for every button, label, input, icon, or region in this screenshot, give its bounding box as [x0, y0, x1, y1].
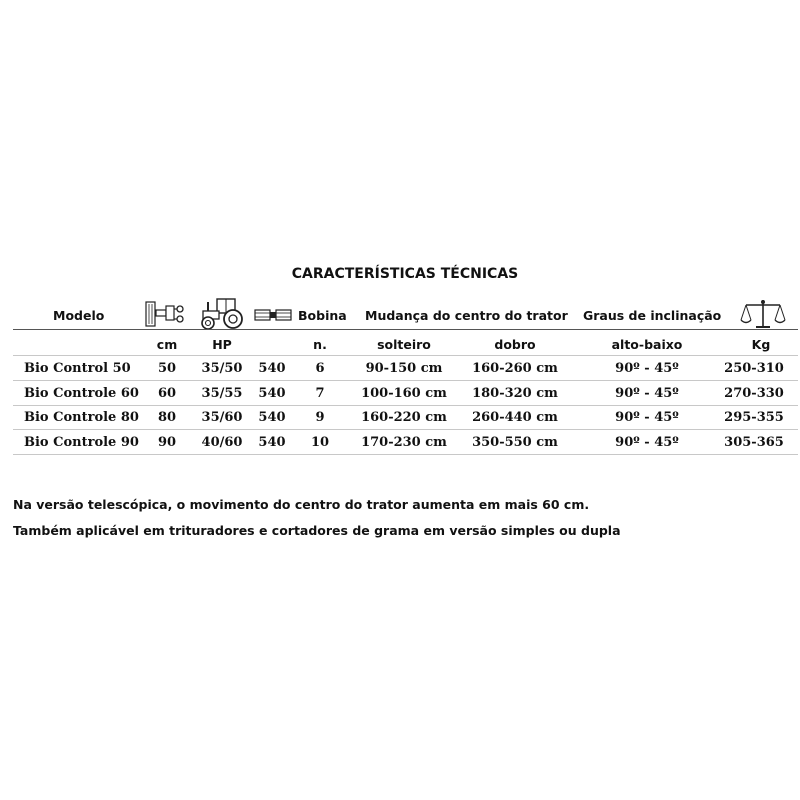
cell-bobina: 7 [315, 385, 325, 401]
cell-cm: 80 [157, 410, 177, 425]
cell-bobina: 6 [315, 361, 325, 376]
cell-hp: 35/60 [201, 410, 243, 425]
cell-kg: 250-310 [724, 361, 784, 376]
cell-graus: 90º - 45º [615, 434, 679, 450]
header-divider [13, 329, 798, 330]
row-divider [13, 380, 798, 381]
cell-solteiro: 160-220 cm [361, 410, 447, 425]
cell-solteiro: 100-160 cm [361, 385, 447, 401]
header-graus: Graus de inclinação [583, 308, 722, 323]
header-solteiro: solteiro [377, 337, 431, 352]
tractor-icon [199, 296, 245, 330]
row-divider [13, 405, 798, 406]
table-title: CARACTERÍSTICAS TÉCNICAS [291, 266, 519, 282]
header-cm: cm [156, 337, 178, 352]
tractor-hitch-icon [144, 300, 192, 328]
note-applicability: Também aplicável em trituradores e cortadores de grama em versão simples ou dupla [13, 523, 621, 538]
header-modelo: Modelo [53, 308, 105, 323]
header-hp: HP [212, 337, 232, 352]
cell-dobro: 260-440 cm [472, 410, 558, 425]
cell-cm: 60 [157, 385, 177, 401]
cell-graus: 90º - 45º [615, 361, 679, 376]
cell-solteiro: 170-230 cm [361, 434, 447, 450]
scale-icon [740, 298, 786, 330]
row-divider [13, 429, 798, 430]
cell-pto: 540 [258, 361, 286, 376]
note-telescopic: Na versão telescópica, o movimento do centro do trator aumenta em mais 60 cm. [13, 497, 590, 512]
cell-solteiro: 90-150 cm [365, 361, 443, 376]
cell-dobro: 160-260 cm [472, 361, 558, 376]
cell-hp: 35/55 [201, 385, 243, 401]
cell-modelo: Bio Controle 80 [24, 410, 139, 425]
row-divider [13, 355, 798, 356]
cell-bobina: 10 [310, 434, 330, 450]
cell-dobro: 350-550 cm [472, 434, 558, 450]
header-dobro: dobro [494, 337, 536, 352]
cell-modelo: Bio Control 50 [24, 361, 131, 376]
cell-kg: 270-330 [724, 385, 784, 401]
pto-shaft-icon [254, 308, 292, 322]
cell-pto: 540 [258, 410, 286, 425]
cell-cm: 90 [157, 434, 177, 450]
row-divider [13, 454, 798, 455]
cell-dobro: 180-320 cm [472, 385, 558, 401]
cell-kg: 295-355 [724, 410, 784, 425]
header-n: n. [313, 337, 327, 352]
cell-kg: 305-365 [724, 434, 784, 450]
cell-hp: 40/60 [201, 434, 243, 450]
cell-bobina: 9 [315, 410, 325, 425]
cell-modelo: Bio Controle 60 [24, 385, 139, 401]
cell-modelo: Bio Controle 90 [24, 434, 139, 450]
cell-cm: 50 [157, 361, 177, 376]
header-alto-baixo: alto-baixo [611, 337, 683, 352]
cell-pto: 540 [258, 385, 286, 401]
header-kg: Kg [751, 337, 771, 352]
header-mudanca: Mudança do centro do trator [365, 308, 568, 323]
cell-hp: 35/50 [201, 361, 243, 376]
header-bobina: Bobina [298, 308, 347, 323]
cell-pto: 540 [258, 434, 286, 450]
cell-graus: 90º - 45º [615, 385, 679, 401]
cell-graus: 90º - 45º [615, 410, 679, 425]
